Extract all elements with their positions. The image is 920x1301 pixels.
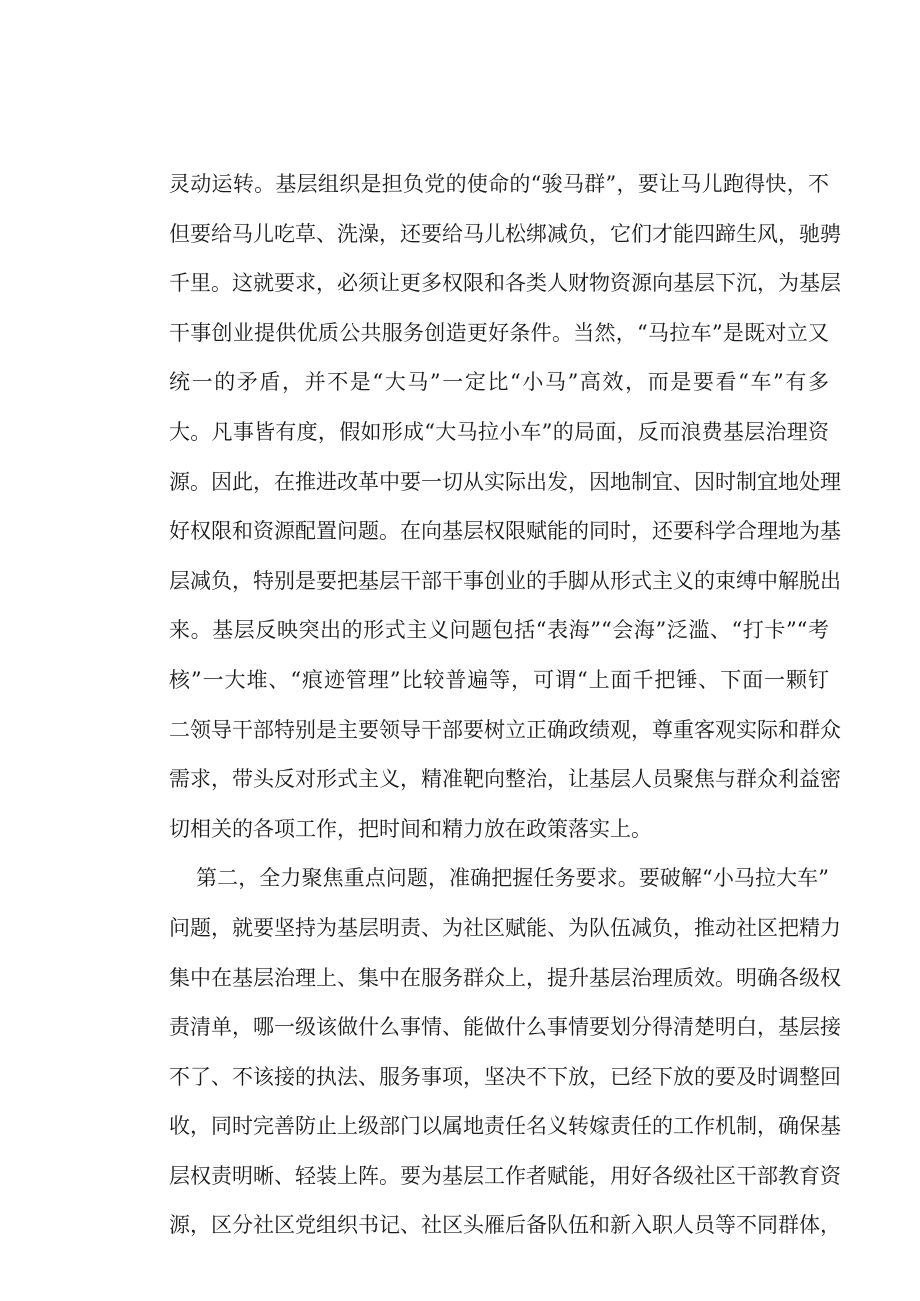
- text-line: 切相关的各项工作，把时间和精力放在政策落实上。: [169, 816, 652, 841]
- text-line: 不了、不该接的执法、服务事项，坚决不下放，已经下放的要及时调整回: [169, 1064, 841, 1089]
- body-text: [169, 160, 841, 1251]
- text-line: 来。基层反映突出的形式主义问题包括“表海”“会海”泛滥、“打卡”“考: [169, 618, 829, 643]
- text-line: 千里。这就要求，必须让更多权限和各类人财物资源向基层下沉，为基层: [169, 271, 841, 296]
- text-line: 统一的矛盾，并不是“大马”一定比“小马”高效，而是要看“车”有多: [169, 370, 829, 395]
- text-line: 层减负，特别是要把基层干部干事创业的手脚从形式主义的束缚中解脱出: [169, 568, 841, 593]
- text-line: 大。凡事皆有度，假如形成“大马拉小车”的局面，反而浪费基层治理资: [169, 419, 829, 444]
- text-line: 责清单，哪一级该做什么事情、能做什么事情要划分得清楚明白，基层接: [169, 1015, 841, 1040]
- paragraph-start-line: 第二，全力聚焦重点问题，准确把握任务要求。要破解“小马拉大车”: [169, 866, 829, 891]
- text-line: 灵动运转。基层组织是担负党的使命的“骏马群”，要让马儿跑得快，不: [169, 172, 829, 196]
- text-line: 层权责明晰、轻装上阵。要为基层工作者赋能，用好各级社区干部教育资: [169, 1163, 841, 1188]
- text-line: 源。因此，在推进改革中要一切从实际出发，因地制宜、因时制宜地处理: [169, 469, 841, 494]
- text-line: 问题，就要坚持为基层明责、为社区赋能、为队伍减负，推动社区把精力: [169, 915, 841, 940]
- text-line: 二领导干部特别是主要领导干部要树立正确政绩观，尊重客观实际和群众: [169, 717, 841, 742]
- text-line: 核”一大堆、“痕迹管理”比较普遍等，可谓“上面千把锤、下面一颗钉: [169, 667, 829, 692]
- text-line: 干事创业提供优质公共服务创造更好条件。当然，“马拉车”是既对立又: [169, 320, 829, 345]
- text-line: 收，同时完善防止上级部门以属地责任名义转嫁责任的工作机制，确保基: [169, 1114, 841, 1139]
- text-line: 集中在基层治理上、集中在服务群众上，提升基层治理质效。明确各级权: [169, 965, 841, 990]
- text-line: 但要给马儿吃草、洗澡，还要给马儿松绑减负，它们才能四蹄生风，驰骋: [169, 221, 841, 246]
- text-line: 好权限和资源配置问题。在向基层权限赋能的同时，还要科学合理地为基: [169, 519, 841, 544]
- text-line: 源，区分社区党组织书记、社区头雁后备队伍和新入职人员等不同群体，: [169, 1213, 841, 1238]
- text-line: 需求，带头反对形式主义，精准靶向整治，让基层人员聚焦与群众利益密: [169, 767, 841, 792]
